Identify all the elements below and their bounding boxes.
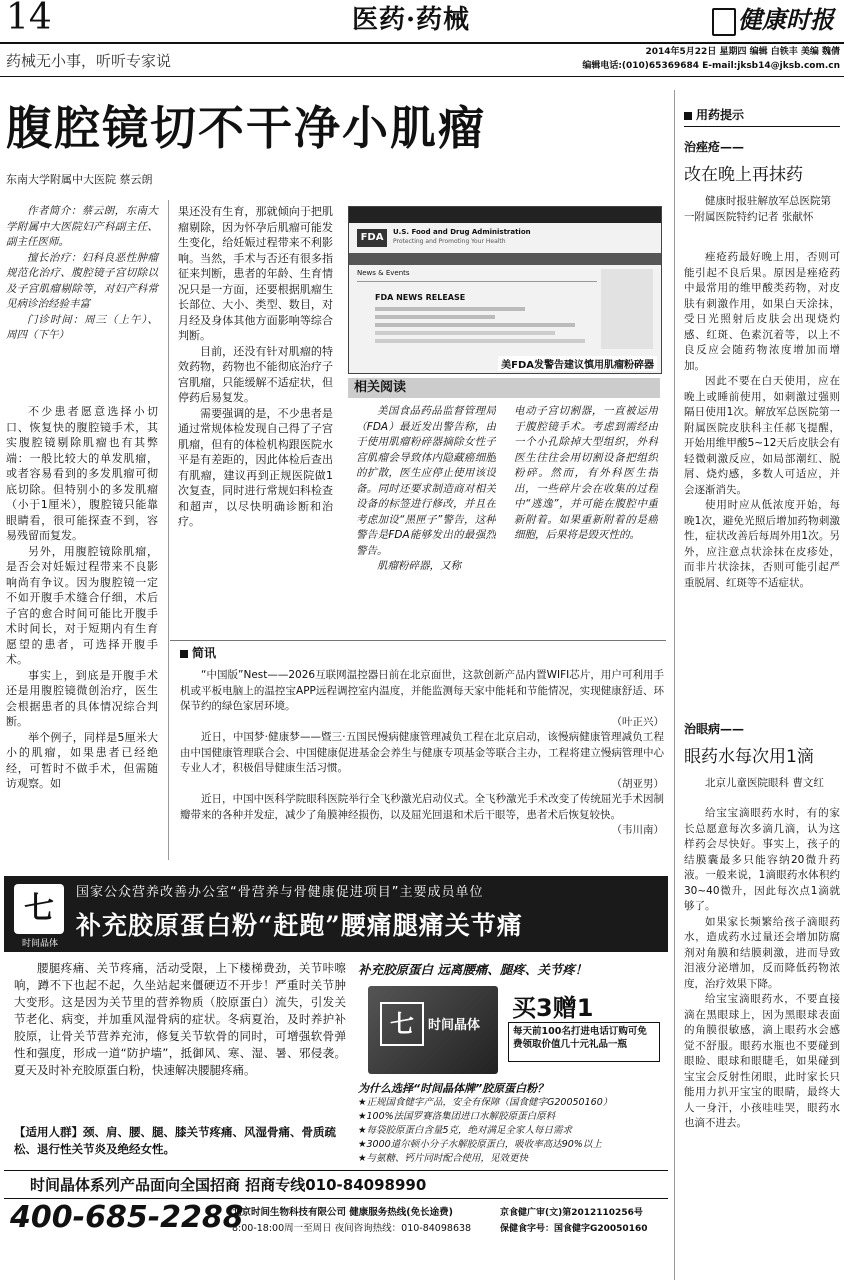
tip-acne-headline: 改在晚上再抹药 — [684, 165, 803, 185]
headline: 腹腔镜切不干净小肌瘤 — [6, 101, 486, 155]
banner-top: 国家公众营养改善办公室“骨营养与骨健康促进项目”主要成员单位 — [76, 885, 484, 900]
square-bullet-icon — [180, 650, 188, 658]
ad-company: 北京时间生物科技有限公司 健康服务热线(免长途费) — [232, 1207, 453, 1218]
tip-acne-label: 治痤疮—— — [684, 140, 745, 154]
author-bio — [6, 204, 158, 344]
related-paragraph: 肌瘤粉碎器，又称 — [377, 560, 461, 572]
fda-screenshot-photo — [348, 206, 662, 374]
tip-acne-byline: 健康时报驻解放军总医院第一附属医院特约记者 张献怀 — [684, 195, 831, 223]
brief-text: 近日，中国中医科学院眼科医院举行全飞秒激光启动仪式。全飞秒激光手术改变了传统屈光手术因制瓣带来的各种并发症，减少了角膜神经损伤，以及屈光回退和术后干眼等，患者术后恢复较快。 — [180, 793, 664, 821]
article-paragraph: 需要强调的是，不少患者是通过常规体检发现自己得了子宫肌瘤，但有的体检机构跟医院水平是有差距的，因此体检后查出有肌瘤，建议再到正规医院做1次复查，同时进行常规妇科检查和超声，以尽快明确诊断和治疗。 — [178, 406, 333, 528]
square-bullet-icon — [684, 112, 692, 120]
related-reading-title: 相关阅读 — [348, 378, 660, 398]
tip-eye-label: 治眼病—— — [684, 722, 745, 736]
brief-author: （韦川南） — [611, 824, 664, 836]
related-col-a — [356, 404, 496, 640]
logo-mark-icon — [712, 8, 736, 36]
article-paragraph: 另外，用腹腔镜除肌瘤，是否会对妊娠过程带来不良影响尚有争议。因为腹腔镜一定不如开腹手术缝合仔细，术后子宫的愈合时间可能比开腹手术时间长，对于短期内有生育愿望的患者，可选择开腹手术。 — [6, 544, 158, 666]
tip-paragraph: 使用时应从低浓度开始，每晚1次，避免光照后增加药物刺激性，症状改善后每周外用1次。另外，应注意点状涂抹在皮疹处，而非片状涂抹，否则可能引起严重脱屑、红斑等不适症状。 — [684, 499, 840, 589]
related-paragraph: 美国食品药品监督管理局（FDA）最近发出警告称，由于使用肌瘤粉碎器摘除女性子宫肌瘤会导致体内隐藏癌细胞的扩散，医生应停止使用该设备。同时还要求制造商对相关设备的标签进行修改，并且在考虑加设“黑匣子”警告，这种警告是FDA能够发出的最强烈警告。 — [356, 405, 496, 557]
briefs-list — [180, 668, 664, 839]
tip-paragraph: 给宝宝滴眼药水时，有的家长总愿意每次多滴几滴，认为这样药会尽快好。事实上，孩子的结膜囊最多只能容纳20微升药液。一般来说，1滴眼药水体积约30~40微升，因此每次点1滴就够了。 — [684, 807, 840, 912]
ad-hours: 8:00-18:00周一至周日 夜间咨询热线：010-84098638 — [232, 1223, 472, 1234]
sidebar-title — [684, 106, 744, 123]
page-number: 14 — [6, 0, 52, 38]
fda-agency: U.S. Food and Drug Administration — [393, 228, 531, 236]
brief-item — [180, 792, 664, 839]
tip-eye-byline: 北京儿童医院眼科 曹文红 — [705, 777, 824, 789]
ad-point: ★每袋胶原蛋白含量5克，绝对满足全家人每日需求 — [358, 1125, 573, 1136]
article-paragraph: 事实上，到底是开腹手术还是用腹腔镜微创治疗，医生会根据患者的具体情况综合判断。 — [6, 668, 158, 728]
related-col-b: 电动子宫切割器，一直被运用于腹腔镜手术。考虑到需经由一个小孔除掉大型组织，外科医生往往会用切割设备把组织粉碎。然而，有外科医生指出，一些碎片会在收集的过程中“逃逸”，并可能在腹腔中重新附着。如果重新附着的是癌细胞，后果将是毁灭性的。 — [514, 405, 658, 541]
briefs-title — [180, 644, 216, 661]
gov-license: 保健食字号：国食健字G20050160 — [500, 1224, 648, 1234]
ad-suitable: 【适用人群】颈、肩、腰、腿、膝关节疼痛、风湿骨痛、骨质疏松、退行性关节炎及绝经女性。 — [14, 1125, 336, 1156]
banner-main: 补充胶原蛋白粉“赶跑”腰痛腿痛关节痛 — [76, 911, 523, 940]
product-box-brand: 时间晶体 — [428, 1018, 481, 1033]
article-col-2 — [178, 204, 333, 644]
article-paragraph: 目前，还没有针对肌瘤的特效药物，药物也不能彻底治疗子宫肌瘤，只能缓解不适症状，但停药后易复发。 — [178, 344, 333, 404]
ad-point: ★与氨糖、钙片同时配合使用，见效更快 — [358, 1153, 529, 1164]
fda-nav: News & Events — [357, 269, 410, 277]
byline: 东南大学附属中大医院 蔡云朗 — [6, 173, 153, 186]
sidebar-title-text: 用药提示 — [696, 108, 745, 122]
ad-body: 腰腿疼痛、关节疼痛，活动受限，上下楼梯费劲，关节咔嚓响，蹲不下也起不起，久坐站起来僵硬迈不开步！严重时关节肿大变形。这是因为关节里的营养物质（胶原蛋白）流失，引发关节老化、病变，并加重风湿骨病的症状。冬病夏治，及时养护补胶原，让骨关节营养充沛，修复关节软骨的同时，可增强软骨弹性和强度，形成一道“防护墙”，抵御风、寒、湿、暑、邪侵袭。夏天及时补充胶原蛋白粉，快速解决腰腿疼痛。 — [14, 961, 346, 1077]
tip-paragraph: 因此不要在白天使用，应在晚上或睡前使用，如刺激过强则隔日使用1次。解放军总医院第一附属医院皮肤科主任郝飞提醒，开始用维甲酸5~12天后皮肤会有轻微刺激反应，如局部潮红、脱屑、烧灼感，多数人可适应，并会逐渐消失。 — [684, 375, 840, 496]
ad-point: ★100%法国罗赛洛集团进口水解胶原蛋白原料 — [358, 1111, 556, 1122]
tip-eye-headline: 眼药水每次用1滴 — [684, 747, 814, 767]
ad-slogan: 补充胶原蛋白 远离腰痛、腿疼、关节疼！ — [358, 962, 588, 977]
brief-author: （叶正兴） — [611, 715, 664, 728]
brand-logo-icon: 七 — [14, 884, 64, 934]
bio-intro: 作者简介：蔡云朗，东南大学附属中大医院妇产科副主任、副主任医师。 — [6, 205, 158, 248]
bio-specialty: 擅长治疗：妇科良恶性肿瘤规范化治疗、腹腔镜子宫切除以及子宫肌瘤剔除等，对妇产科常见病诊治经验丰富 — [6, 251, 158, 310]
brief-item — [180, 668, 664, 730]
tip-paragraph: 痤疮药最好晚上用，否则可能引起不良后果。原因是痤疮药中最常用的维甲酸类药物，对皮肤有刺激作用，如果白天涂抹，受日光照射后皮肤会出现烧灼感、红斑、色素沉着等，以上不良反应会随药物浓度增加而增加。 — [684, 251, 840, 372]
section-title: 医药·药械 — [352, 5, 471, 35]
brief-item — [180, 730, 664, 792]
brief-text: 近日，中国梦·健康梦——暨三·五国民慢病健康管理减负工程在北京启动，该慢病健康管理减负工程由中国健康管理联合会、中国健康促进基金会养生与健康专项基金等联合主办，工程将建立慢病管理中心专业人才，积极倡导健康生活习惯。 — [180, 731, 664, 774]
product-box-photo — [368, 986, 498, 1074]
fda-release: FDA NEWS RELEASE — [375, 293, 466, 302]
article-paragraph: 果还没有生育，那就倾向于把肌瘤剔除，因为怀孕后肌瘤可能发生变化，给妊娠过程带来不利影响。当然，手术与否还有很多指征来判断，患者的年龄、生育情况只是一方面，还要根据肌瘤生长部位、大小、类型、数目，对月经及身体其他方面影响等综合判断。 — [178, 205, 333, 342]
promo-buy3get1: 买3赠1 — [512, 994, 594, 1022]
brief-author: （胡亚男） — [611, 777, 664, 790]
promo-sub: 每天前100名打进电话订购可免费领取价值几十元礼品一瓶 — [508, 1022, 660, 1062]
date-line: 2014年5月22日 星期四 编辑 白铁丰 美编 魏倩 — [645, 47, 840, 57]
ad-banner — [4, 876, 668, 952]
product-logo-icon: 七 — [380, 1002, 424, 1046]
article-paragraph: 举个例子，同样是5厘米大小的肌瘤，如果患者已经绝经，可暂时不做手术，但需随访观察。如 — [6, 730, 158, 790]
bio-hours: 门诊时间：周三（上午）、周四（下午） — [6, 313, 158, 341]
tip-eye-body — [684, 806, 840, 1280]
ad-recruit: 时间晶体系列产品面向全国招商 招商专线010-84098990 — [30, 1176, 427, 1194]
logo-text: 健康时报 — [738, 5, 834, 34]
ad-why: 为什么选择“时间晶体牌”胶原蛋白粉？ — [358, 1082, 549, 1095]
fda-logo-icon: FDA — [357, 229, 387, 247]
tip-paragraph: 如果家长频繁给孩子滴眼药水，造成药水过量还会增加防腐剂对角膜和结膜刺激，进而导致泪液分泌增加，反而降低药物浓度，治疗效果下降。 — [684, 915, 840, 990]
logo — [712, 4, 840, 38]
tip-paragraph: 给宝宝滴眼药水，不要直接滴在黑眼球上，因为黑眼球表面的角膜很敏感，滴上眼药水会感觉不舒服。眼药水瓶也不要碰到眼睑、眼球和眼睫毛，如果碰到宝宝会反射性闭眼，此时家长只能用力扒开宝宝的眼睛，最终大人一身汗，小孩哇哇哭，眼药水也滴不进去。 — [684, 993, 840, 1129]
phone-line: 编辑电话:(010)65369684 E-mail:jksb14@jksb.com.cn — [582, 61, 840, 71]
briefs-title-text: 简讯 — [192, 646, 217, 660]
brief-text: “中国版”Nest——2026互联网温控器日前在北京面世，这款创新产品内置WIFI芯片，用户可利用手机或平板电脑上的温控宝APP远程调控室内温度，并能监测每天家中能耗和节能情况，实现健康舒适、环保节约的绿色家居环境。 — [180, 669, 664, 712]
ad-license: 京食健广审(文)第2012110256号 — [500, 1208, 643, 1218]
fda-agency-sub: Protecting and Promoting Your Health — [393, 238, 506, 245]
tip-acne-body — [684, 250, 840, 710]
ad-hotline: 400-685-2288 — [10, 1200, 244, 1235]
ad-point: ★3000道尔顿小分子水解胶原蛋白，吸收率高达90%以上 — [358, 1139, 602, 1150]
ad-points — [358, 1096, 668, 1166]
column-name: 药械无小事，听听专家说 — [6, 52, 172, 70]
ad-point: ★正规国食健字产品，安全有保障（国食健字G20050160） — [358, 1097, 613, 1108]
article-col-1 — [6, 404, 158, 864]
brand-name: 时间晶体 — [21, 939, 58, 949]
photo-caption: 美FDA发警告建议慎用肌瘤粉碎器 — [498, 356, 657, 371]
article-paragraph: 不少患者愿意选择小切口、恢复快的腹腔镜手术，其实腹腔镜剔除肌瘤也有其弊端：一般比较大的单发肌瘤，或者容易看到的多发肌瘤可彻底切除。但特别小的多发肌瘤（小于1厘米），腹腔镜只能靠眼睛看，很可能探查不到，容易残留而复发。 — [6, 405, 158, 542]
